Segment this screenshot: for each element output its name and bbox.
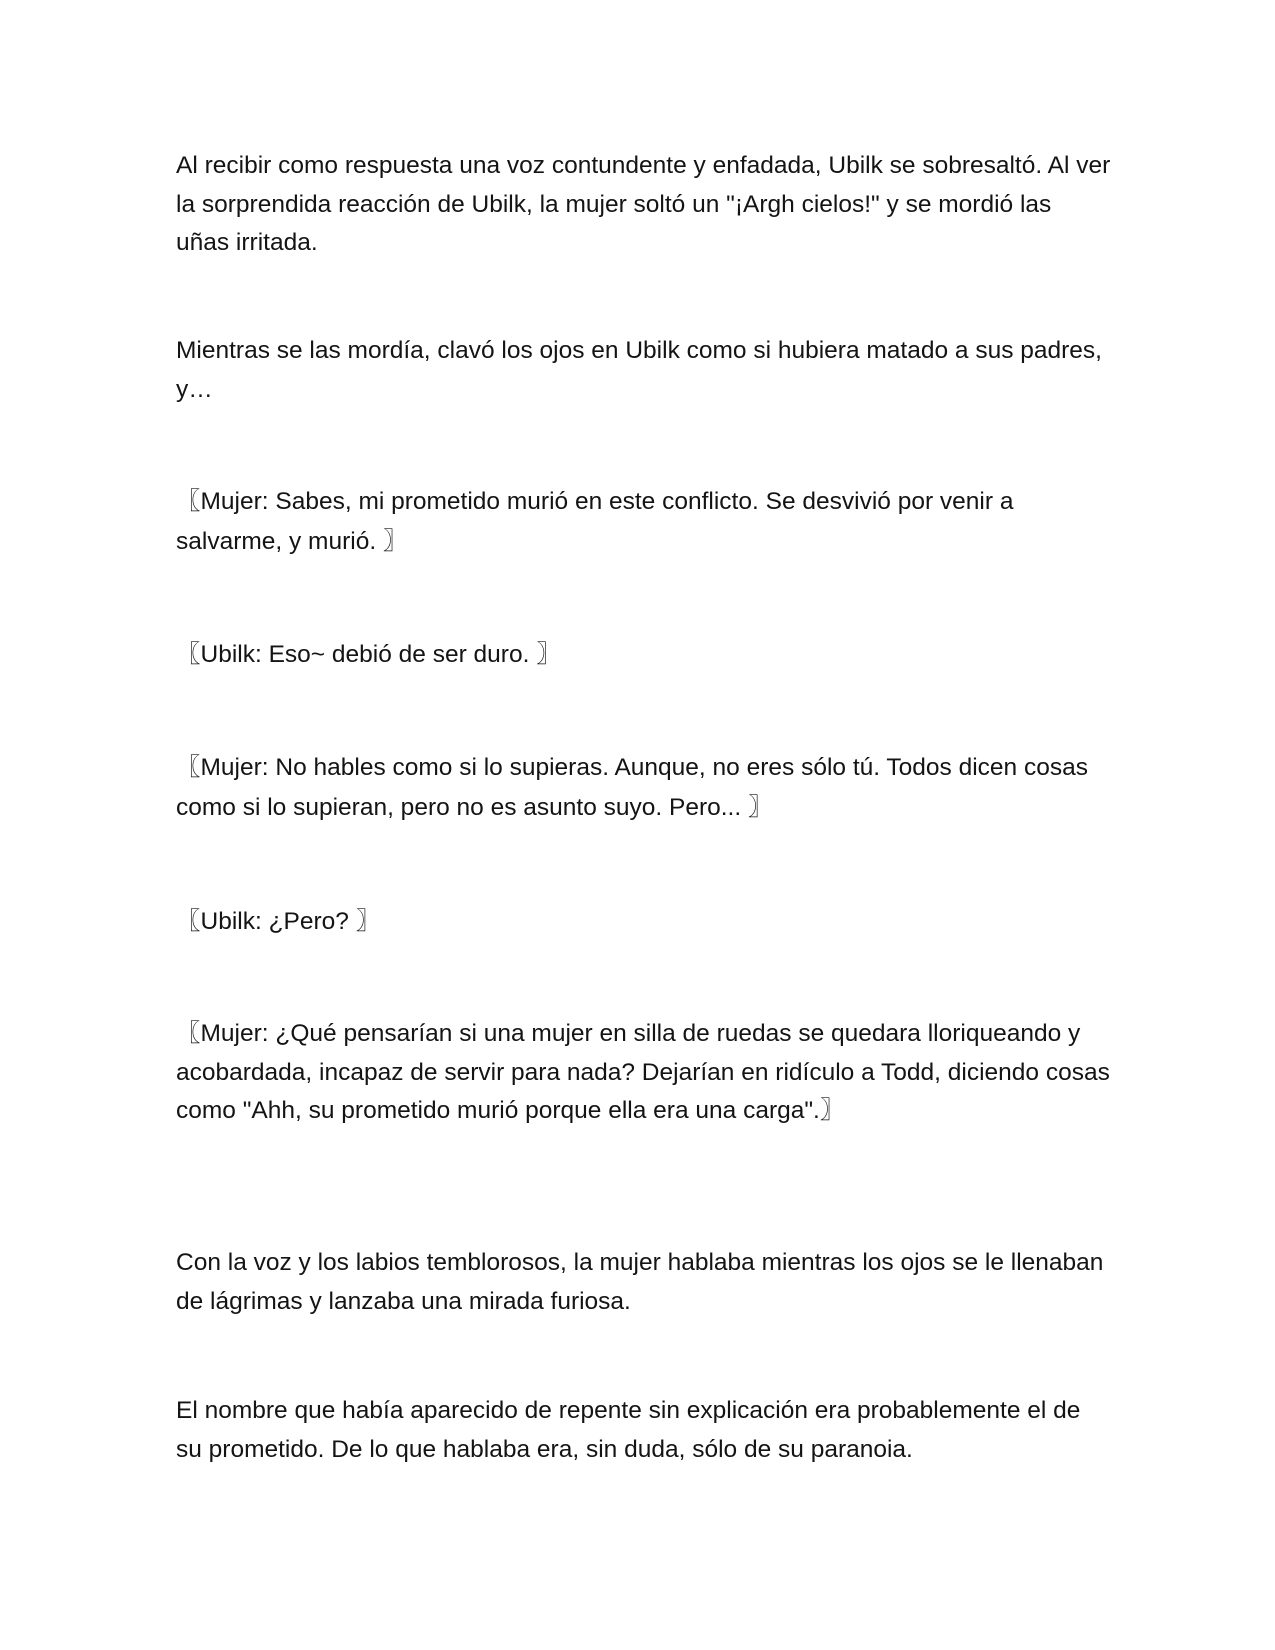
dialogue-line: 〖Ubilk: Eso~ debió de ser duro. 〗 bbox=[176, 641, 561, 668]
dialogue-line: 〖Mujer: Sabes, mi prometido murió en este conflicto. Se desvivió por venir a salvarme, y murió. 〗 bbox=[176, 488, 1014, 555]
paragraph: El nombre que había aparecido de repente sin explicación era probablemente el de su prometido. De lo que hablaba era, sin duda, sólo de su paranoia. bbox=[176, 1397, 1081, 1463]
paragraph: Con la voz y los labios temblorosos, la mujer hablaba mientras los ojos se le llenaban de lágrimas y lanzaba una mirada furiosa. bbox=[176, 1249, 1104, 1315]
dialogue-line: 〖Mujer: ¿Qué pensarían si una mujer en silla de ruedas se quedara lloriqueando y acobardada, incapaz de servir para nada? Dejarían en ridículo a Todd, diciendo cosas como "Ahh, su prometido murió porque ella era una carga".〗 bbox=[176, 1020, 1110, 1124]
dialogue-line: 〖Ubilk: ¿Pero? 〗 bbox=[176, 908, 381, 935]
dialogue-line: 〖Mujer: No hables como si lo supieras. Aunque, no eres sólo tú. Todos dicen cosas como si lo supieran, pero no es asunto suyo. Pero... 〗 bbox=[176, 754, 1088, 821]
paragraph: Al recibir como respuesta una voz contundente y enfadada, Ubilk se sobresaltó. Al ver la sorprendida reacción de Ubilk, la mujer soltó un "¡Argh cielos!" y se mordió las uñas irritada. bbox=[176, 152, 1111, 256]
paragraph: Mientras se las mordía, clavó los ojos en Ubilk como si hubiera matado a sus padres, y… bbox=[176, 337, 1102, 403]
